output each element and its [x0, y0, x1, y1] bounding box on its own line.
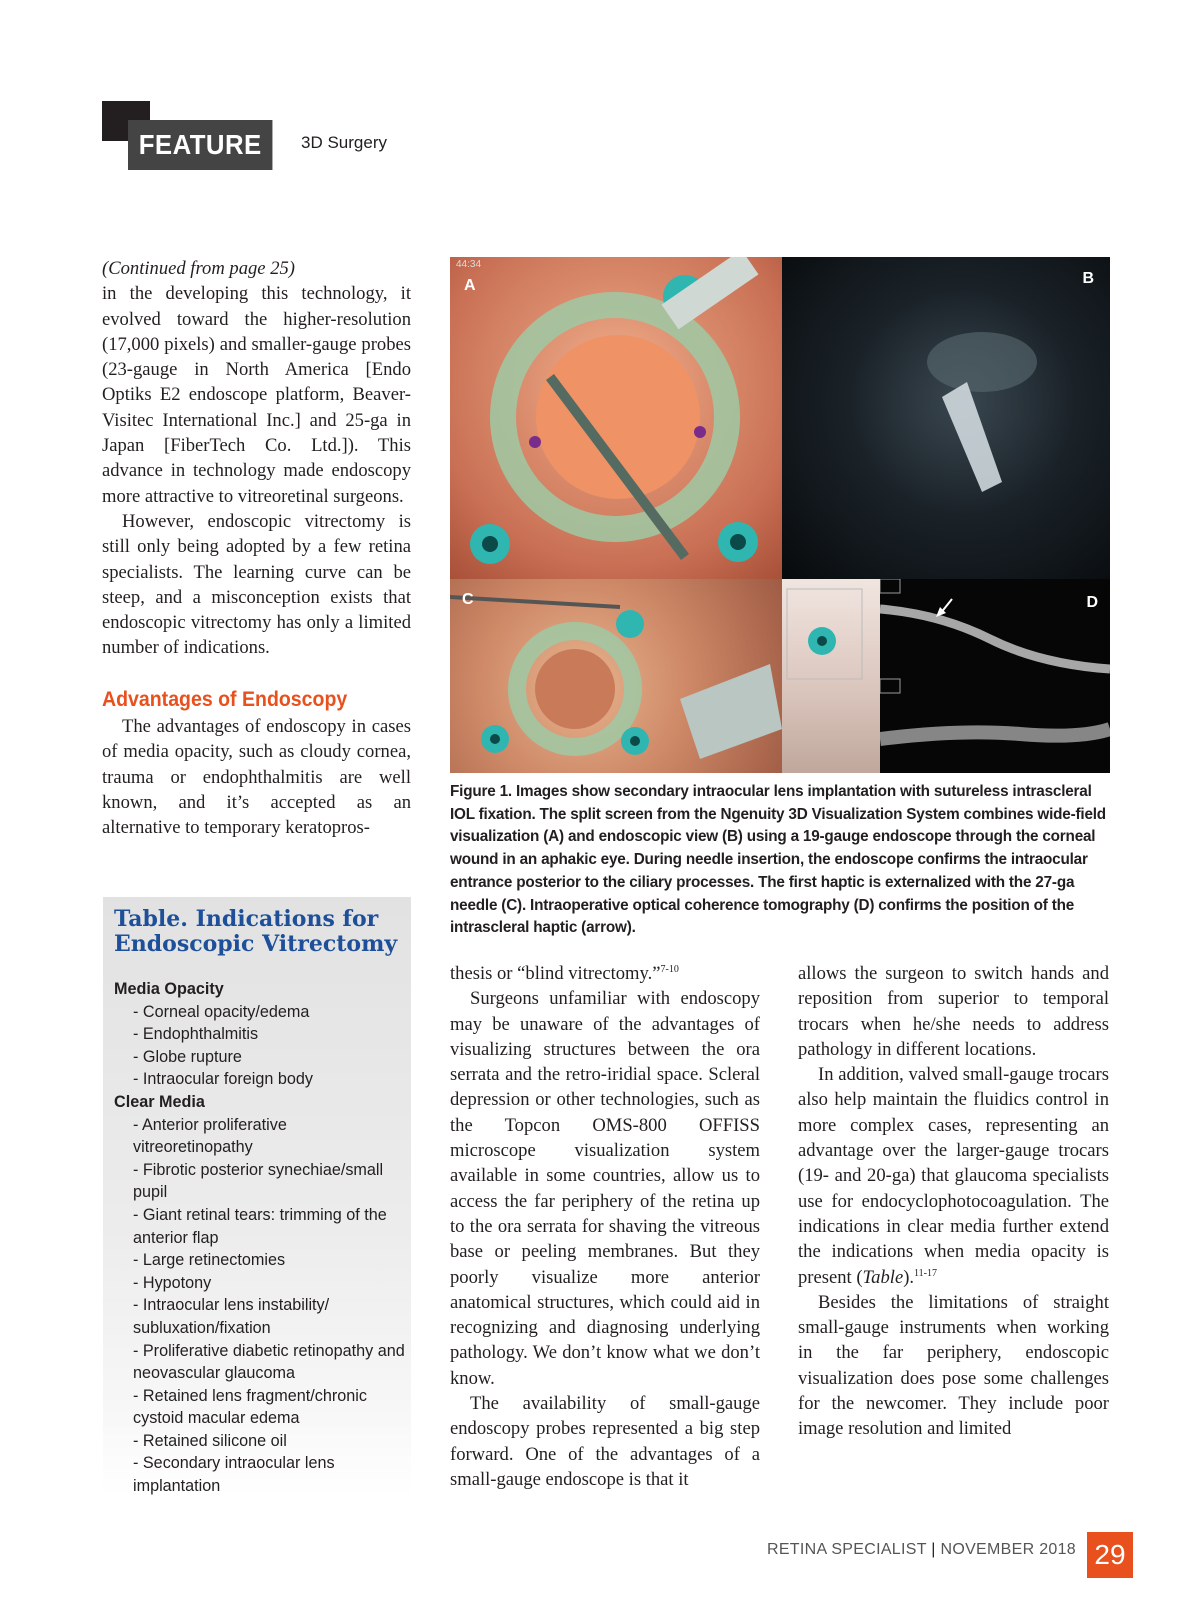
list-item: - Retained lens fragment/chronic cystoid macular edema: [133, 1386, 367, 1428]
page-number: 29: [1087, 1532, 1133, 1578]
paragraph: thesis or “blind vitrectomy.”: [450, 963, 661, 984]
list-item: - Anterior proliferative vitreoretinopathy: [133, 1115, 287, 1157]
category-label: Clear Media: [114, 1092, 205, 1111]
eye-illustration-a: [450, 257, 782, 579]
panel-b-endoscopic-view: [782, 257, 1110, 579]
list-item: - Fibrotic posterior synechiae/small pupil: [133, 1160, 384, 1202]
figure-caption: Figure 1. Images show secondary intraocular lens implantation with sutureless intrascleral IOL fixation. The split screen from the Ngenuity 3D Visualization System combines wide-field visualization (A) and endoscopic view (B) using a 19-gauge endoscope through the corneal wound in an aphakic eye. During needle insertion, the endoscope confirms the intraocular entrance posterior to the ciliary processes. The first haptic is externalized with the 27-ga needle (C). Intraoperative optical coherence tomography (D) confirms the position of the intrascleral haptic (arrow).: [450, 783, 1106, 937]
reference-superscript: 11-17: [914, 1267, 938, 1279]
list-item: - Hypotony: [133, 1273, 212, 1292]
paragraph-end: ).: [903, 1266, 915, 1288]
table-reference: Table: [862, 1266, 904, 1288]
column-3: [798, 961, 1109, 1442]
paragraph: Besides the limitations of straight small-gauge instruments when working in the far periphery, endoscopic visualization does pose some challenges for the newcomer. They include poor image resolution and limited: [798, 1291, 1109, 1440]
paragraph: allows the surgeon to switch hands and reposition from superior to temporal trocars when he/she needs to address pathology in different locations.: [798, 963, 1109, 1060]
list-item: - Retained silicone oil: [133, 1431, 287, 1450]
paragraph: However, endoscopic vitrectomy is still only being adopted by a few retina specialists. The learning curve can be steep, and a misconception exists that endoscopic vitrectomy has only a limited number of indications.: [102, 510, 411, 659]
paragraph: The availability of small-gauge endoscopy probes represented a big step forward. One of the advantages of a small-gauge endoscope is that it: [450, 1393, 760, 1490]
paragraph: Surgeons unfamiliar with endoscopy may be unaware of the advantages of visualizing structures between the ora serrata and the retro-iridial space. Scleral depression or other technologies, such as the Topcon OMS-800 OFFISS microscope visualization system available in some countries, allow us to access the far periphery of the retina up to the ora serrata for shaving the vitreous base or peeling membranes. But they poorly visualize more anterior anatomical structures, which could aid in recognizing and diagnosing underlying pathology. We don’t know what we don’t know.: [450, 988, 760, 1389]
indications-table: [103, 897, 411, 1497]
panel-a-wide-field-view: [450, 257, 782, 579]
list-item: - Large retinectomies: [133, 1251, 286, 1270]
list-item: - Intraocular lens instability/ subluxation/fixation: [133, 1296, 330, 1337]
panel-inset-view: [782, 579, 880, 773]
eye-illustration-c: [450, 579, 782, 773]
footer-publication: [767, 1541, 1076, 1559]
panel-d-oct-view: [880, 579, 1110, 773]
reference-superscript: 7-10: [660, 963, 679, 975]
issue-date: NOVEMBER 2018: [940, 1541, 1076, 1558]
timecode: 44:34: [456, 259, 482, 270]
list-item: - Giant retinal tears: trimming of the anterior flap: [133, 1205, 387, 1247]
paragraph: The advantages of endoscopy in cases of media opacity, such as cloudy cornea, trauma or endophthalmitis are well known, and it’s accepted as an alternative to temporary keratopros-: [102, 716, 411, 839]
list-item: - Endophthalmitis: [133, 1025, 259, 1044]
oct-illustration: [880, 579, 1110, 773]
category-label: Media Opacity: [114, 980, 224, 998]
panel-label: C: [462, 591, 474, 608]
paragraph: in the developing this technology, it evolved toward the higher-resolution (17,000 pixels) and smaller-gauge probes (23-gauge in North America [Endo Optiks E2 endoscope platform, Beaver-Visitec International Inc.] and 25-ga in Japan [FiberTech Co. Ltd.]). This advance in technology made endoscopy more attractive to vitreoretinal surgeons.: [102, 283, 411, 507]
panel-label: A: [464, 277, 476, 294]
list-item: - Intraocular foreign body: [133, 1070, 313, 1089]
inset-illustration: [782, 579, 880, 773]
figure-1-image: [450, 257, 1110, 773]
list-item: - Secondary intraocular lens implantation: [133, 1454, 335, 1496]
section-topic: 3D Surgery: [301, 133, 387, 152]
continued-note: (Continued from page 25): [102, 258, 295, 279]
list-item: - Corneal opacity/edema: [133, 1002, 310, 1021]
publication-name: RETINA SPECIALIST: [766, 1541, 927, 1558]
table-title: Table. Indications for Endoscopic Vitrectomy: [114, 906, 398, 957]
column-2: [450, 961, 760, 1492]
section-heading: Advantages of Endoscopy: [102, 687, 348, 711]
panel-label: D: [1086, 594, 1098, 611]
endoscope-illustration: [782, 257, 1110, 579]
panel-c-needle-view: [450, 579, 782, 773]
list-item: - Proliferative diabetic retinopathy and neovascular glaucoma: [133, 1341, 405, 1383]
indications-list: [114, 978, 406, 1498]
panel-label: B: [1082, 270, 1094, 287]
footer-separator: |: [931, 1541, 936, 1558]
section-label: FEATURE: [128, 120, 272, 170]
paragraph: In addition, valved small-gauge trocars also help maintain the fluidics control in more complex cases, representing an advantage over the larger-gauge trocars (19- and 20-ga) that glaucoma specialists use for endocyclophotocoagulation. The indications in clear media further extend the indications when media opacity is present (: [798, 1064, 1109, 1288]
list-item: - Globe rupture: [133, 1047, 242, 1066]
column-1: [102, 256, 411, 841]
